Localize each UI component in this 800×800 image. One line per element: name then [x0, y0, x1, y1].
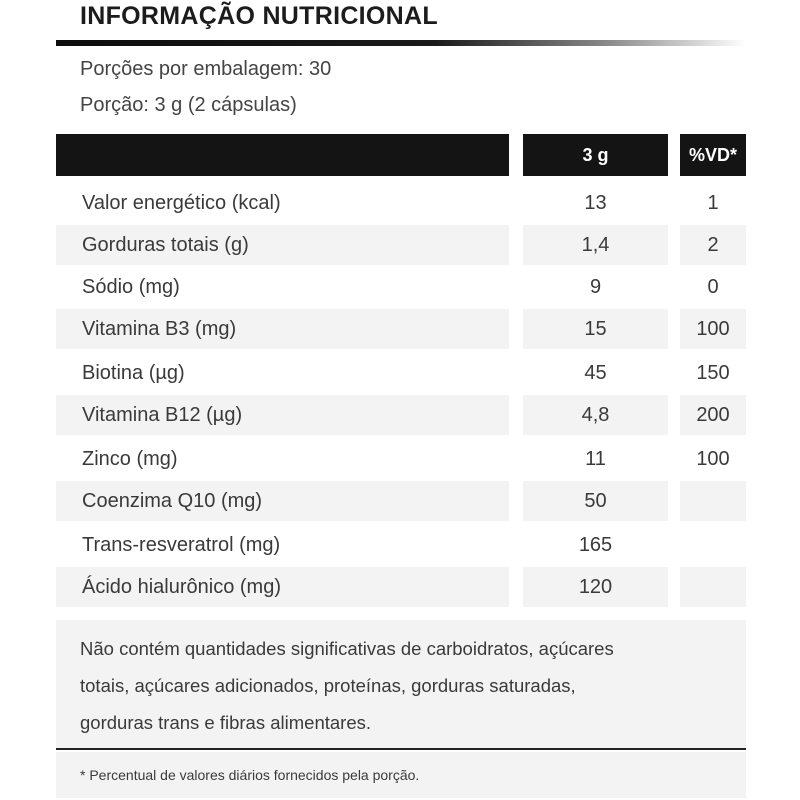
table-row [56, 439, 746, 479]
nutrient-name: Valor energético (kcal) [82, 191, 281, 214]
nutrient-dv [680, 567, 746, 607]
servings-per-package: Porções por embalagem: 30 [80, 58, 332, 80]
nutrient-amount: 50 [523, 481, 668, 521]
nutrient-dv: 1 [707, 191, 719, 214]
nutrient-amount: 11 [585, 447, 606, 470]
nutrient-amount: 15 [523, 309, 668, 349]
table-row [56, 567, 746, 607]
nutrient-name: Sódio (mg) [82, 275, 180, 298]
note-line: Não contém quantidades significativas de carboidratos, açúcares [80, 638, 614, 659]
nutrient-dv: 100 [696, 447, 730, 470]
nutrient-amount: 45 [584, 361, 607, 384]
table-row [56, 225, 746, 265]
nutrient-name: Coenzima Q10 (mg) [56, 481, 509, 521]
nutrient-amount: 165 [578, 533, 613, 556]
note-line: gorduras trans e fibras alimentares. [80, 712, 371, 733]
nutrient-dv [680, 525, 746, 565]
nutrient-amount: 120 [523, 567, 668, 607]
table-row [56, 353, 746, 393]
nutrient-dv: 100 [680, 309, 746, 349]
nutrient-dv: 0 [707, 275, 719, 298]
table-row [56, 267, 746, 307]
nutrient-dv: 150 [696, 361, 730, 384]
nutrient-dv [680, 481, 746, 521]
nutrient-amount: 13 [584, 191, 607, 214]
nutrient-name: Vitamina B3 (mg) [56, 309, 509, 349]
header-cell-nutrient [56, 134, 509, 176]
title-underline [56, 40, 746, 46]
nutrition-note [56, 620, 746, 748]
page-title: INFORMAÇÃO NUTRICIONAL [80, 2, 438, 30]
footnote-divider [56, 748, 746, 750]
nutrient-amount: 1,4 [523, 225, 668, 265]
header-cell-amount: 3 g [523, 134, 668, 176]
table-row [56, 395, 746, 435]
nutrient-name: Trans-resveratrol (mg) [82, 533, 281, 556]
note-line: totais, açúcares adicionados, proteínas, gorduras saturadas, [80, 675, 576, 696]
header-cell-dv: %VD* [680, 134, 746, 176]
nutrient-amount: 9 [589, 275, 602, 298]
footnote-text: * Percentual de valores diários fornecidos pela porção. [80, 767, 420, 783]
footnote [56, 752, 746, 798]
nutrient-amount: 4,8 [523, 395, 668, 435]
table-row [56, 183, 746, 223]
nutrient-name: Zinco (mg) [82, 447, 178, 470]
nutrient-dv: 200 [680, 395, 746, 435]
table-row [56, 525, 746, 565]
table-row [56, 309, 746, 349]
nutrient-name: Gorduras totais (g) [56, 225, 509, 265]
nutrient-name: Vitamina B12 (µg) [56, 395, 509, 435]
nutrient-name: Biotina (µg) [82, 361, 185, 384]
nutrient-name: Ácido hialurônico (mg) [56, 567, 509, 607]
serving-size: Porção: 3 g (2 cápsulas) [80, 94, 297, 116]
table-row [56, 481, 746, 521]
nutrient-dv: 2 [680, 225, 746, 265]
